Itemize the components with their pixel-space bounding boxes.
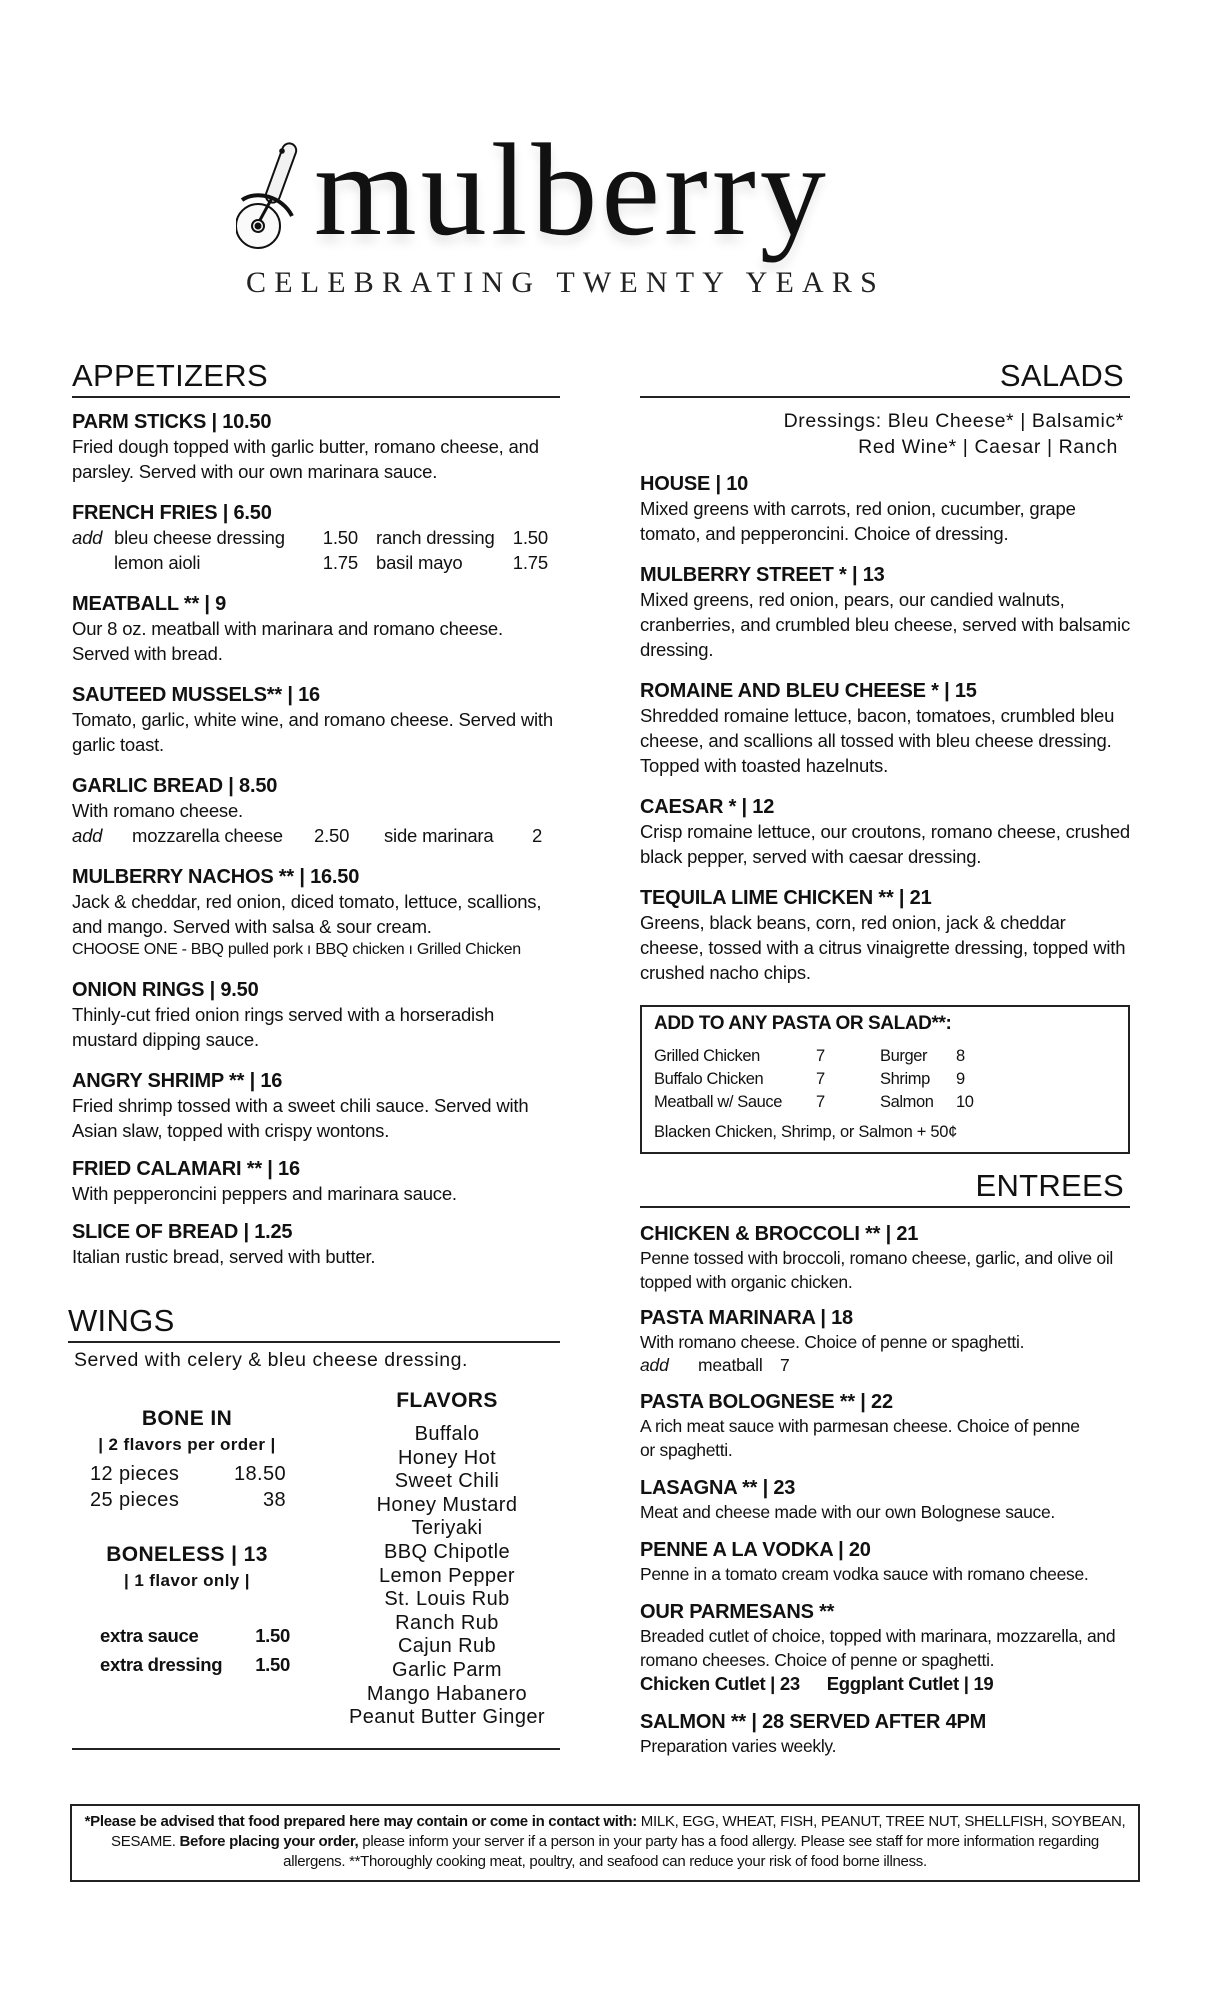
addon-name: mozzarella cheese (132, 825, 283, 846)
addon-name: Burger (880, 1047, 928, 1065)
disclaimer-bold: *Please be advised that food prepared here may contain or come in contact with: (84, 1813, 637, 1830)
wing-price-row (90, 1461, 302, 1487)
addon-name: basil mayo (376, 552, 463, 573)
menu-item (72, 774, 560, 848)
item-title: SLICE OF BREAD | 1.25 (72, 1221, 293, 1243)
item-title: PARM STICKS | 10.50 (72, 411, 272, 433)
menu-item (640, 1538, 1130, 1586)
item-desc: Penne tossed with broccoli, romano cheese, garlic, and olive oil topped with organic chicken. (640, 1248, 1114, 1292)
item-title: ANGRY SHRIMP ** | 16 (72, 1070, 283, 1092)
logo (236, 116, 996, 308)
addons-grid (640, 1354, 1130, 1376)
addon-name: bleu cheese dressing (114, 527, 285, 548)
addon-name: lemon aioli (114, 552, 201, 573)
flavor-item: Sweet Chili (394, 1470, 500, 1493)
menu-item (640, 1476, 1130, 1524)
item-desc: Our 8 oz. meatball with marinara and romano cheese. Served with bread. (72, 618, 503, 664)
item-title: HOUSE | 10 (640, 473, 749, 495)
item-title: ROMAINE AND BLEU CHEESE * | 15 (640, 680, 977, 702)
add-box-note: Blacken Chicken, Shrimp, or Salmon + 50¢ (654, 1123, 958, 1141)
item-title: FRENCH FRIES | 6.50 (72, 502, 272, 524)
disclaimer-text: please inform your server if a person in your party has a food allergy. Please see staff for more information regarding allergens. **Thoroughly cooking meat, poultry, and seafood can reduce your risk of food borne illness. (283, 1833, 1099, 1870)
addon-price: 2 (532, 825, 543, 846)
item-desc: Shredded romaine lettuce, bacon, tomatoes, crumbled bleu cheese, and scallions all tossed with bleu cheese dressing. Topped with toasted hazelnuts. (640, 705, 1115, 776)
extra-price: 1.50 (255, 1654, 290, 1675)
addon-price: 1.50 (512, 527, 548, 548)
item-title: SAUTEED MUSSELS** | 16 (72, 684, 320, 706)
menu-item (72, 410, 560, 484)
divider (72, 1748, 560, 1750)
flavor-item: St. Louis Rub (384, 1588, 510, 1611)
item-desc: Preparation varies weekly. (640, 1736, 837, 1756)
addon-price: 7 (816, 1047, 825, 1065)
addon-price: 7 (816, 1093, 825, 1111)
addon-price: 2.50 (314, 825, 350, 846)
item-desc: Mixed greens with carrots, red onion, cucumber, grape tomato, and pepperoncini. Choice of dressing. (640, 498, 1076, 544)
item-title: CHICKEN & BROCCOLI ** | 21 (640, 1223, 919, 1245)
flavors-title: FLAVORS (396, 1389, 498, 1412)
item-desc: Mixed greens, red onion, pears, our candied walnuts, cranberries, and crumbled bleu cheese, served with balsamic dressing. (640, 589, 1131, 660)
item-title: LASAGNA ** | 23 (640, 1477, 796, 1499)
item-desc: Crisp romaine lettuce, our croutons, romano cheese, crushed black pepper, served with caesar dressing. (640, 821, 1131, 867)
addon-price: 7 (816, 1070, 825, 1088)
dressings-line: Dressings: Bleu Cheese* | Balsamic* (783, 410, 1124, 432)
flavor-item: Peanut Butter Ginger (349, 1706, 545, 1729)
flavor-item: Garlic Parm (392, 1658, 502, 1681)
add-protein-box (640, 1005, 1130, 1154)
flavor-item: Lemon Pepper (378, 1564, 515, 1587)
add-box-grid (654, 1045, 1116, 1114)
appetizers-heading: APPETIZERS (72, 360, 560, 398)
wings-subtitle: Served with celery & bleu cheese dressing. (74, 1349, 468, 1371)
option-eggplant-cutlet: Eggplant Cutlet | 19 (826, 1673, 994, 1694)
addon-price: 7 (780, 1355, 790, 1375)
extra-row (100, 1650, 302, 1679)
menu-item (640, 1222, 1130, 1294)
addon-name: Meatball w/ Sauce (654, 1093, 783, 1111)
item-desc: Jack & cheddar, red onion, diced tomato, lettuce, scallions, and mango. Served with salsa & sour cream. (72, 891, 542, 937)
addon-label: add (72, 825, 103, 846)
menu-item (72, 865, 560, 961)
dressings-line: Red Wine* | Caesar | Ranch (858, 436, 1118, 458)
bone-in-title: BONE IN (141, 1407, 233, 1430)
flavor-item: Cajun Rub (397, 1635, 497, 1658)
wing-price: 18.50 (233, 1463, 286, 1485)
item-title: FRIED CALAMARI ** | 16 (72, 1158, 300, 1180)
addon-price: 10 (956, 1093, 974, 1111)
wing-price-row (90, 1487, 302, 1513)
item-title: TEQUILA LIME CHICKEN ** | 21 (640, 887, 932, 909)
extra-price: 1.50 (255, 1625, 290, 1646)
menu-item (72, 1069, 560, 1143)
addon-price: 1.75 (322, 552, 358, 573)
wing-extras (72, 1621, 302, 1679)
flavor-item: Mango Habanero (366, 1682, 528, 1705)
parmesan-options (640, 1672, 1130, 1696)
menu-item (640, 679, 1130, 778)
flavor-item: Teriyaki (411, 1517, 483, 1540)
dressings-list (640, 408, 1130, 460)
menu-item (640, 886, 1130, 985)
item-title: PASTA BOLOGNESE ** | 22 (640, 1391, 893, 1413)
wings-flavors (332, 1373, 562, 1730)
menu-item (640, 1390, 1130, 1462)
menu-item (72, 501, 560, 575)
item-desc: Thinly-cut fried onion rings served with a horseradish mustard dipping sauce. (72, 1004, 495, 1050)
wings-heading: WINGS (68, 1305, 560, 1343)
addon-name: ranch dressing (376, 527, 495, 548)
item-desc: Italian rustic bread, served with butter. (72, 1246, 376, 1267)
option-chicken-cutlet: Chicken Cutlet | 23 (640, 1673, 800, 1694)
pizza-cutter-icon (236, 138, 306, 258)
menu-item (72, 978, 560, 1052)
wing-count: 25 pieces (90, 1489, 180, 1511)
extra-name: extra sauce (100, 1625, 199, 1646)
item-desc: Fried dough topped with garlic butter, romano cheese, and parsley. Served with our own marinara sauce. (72, 436, 539, 482)
flavor-item: Honey Mustard (376, 1493, 518, 1516)
item-title: PASTA MARINARA | 18 (640, 1307, 853, 1329)
menu-item (640, 1600, 1130, 1696)
flavor-item: Ranch Rub (395, 1611, 499, 1634)
wings-pricing (72, 1389, 302, 1679)
item-desc: Fried shrimp tossed with a sweet chili sauce. Served with Asian slaw, topped with crispy wontons. (72, 1095, 529, 1141)
add-box-title: ADD TO ANY PASTA OR SALAD**: (654, 1013, 952, 1034)
addon-price: 1.50 (322, 527, 358, 548)
addon-label: add (72, 527, 103, 548)
brand-tagline: CELEBRATING TWENTY YEARS (246, 266, 885, 299)
item-title: GARLIC BREAD | 8.50 (72, 775, 278, 797)
item-title: PENNE A LA VODKA | 20 (640, 1539, 871, 1561)
extra-name: extra dressing (100, 1654, 223, 1675)
menu-item (72, 592, 560, 666)
boneless-sub: | 1 flavor only | (124, 1571, 250, 1590)
right-column (640, 360, 1130, 1758)
item-desc: With romano cheese. (72, 800, 244, 821)
addon-name: meatball (698, 1355, 763, 1375)
boneless-title: BONELESS | 13 (106, 1543, 268, 1566)
item-desc: With pepperoncini peppers and marinara sauce. (72, 1183, 457, 1204)
item-desc: A rich meat sauce with parmesan cheese. Choice of penne or spaghetti. (640, 1416, 1080, 1460)
brand-name: mulberry (314, 116, 830, 263)
addons-grid (72, 823, 560, 848)
addon-name: side marinara (384, 825, 494, 846)
left-column (68, 358, 560, 1748)
item-title: OUR PARMESANS ** (640, 1601, 835, 1623)
item-desc: Meat and cheese made with our own Bolognese sauce. (640, 1502, 1055, 1522)
item-title: MULBERRY NACHOS ** | 16.50 (72, 866, 360, 888)
addon-name: Buffalo Chicken (654, 1070, 764, 1088)
item-desc: With romano cheese. Choice of penne or spaghetti. (640, 1332, 1025, 1352)
addons-grid (72, 525, 560, 575)
menu-item (72, 1157, 560, 1206)
item-desc: Penne in a tomato cream vodka sauce with romano cheese. (640, 1564, 1089, 1584)
item-title: SALMON ** | 28 SERVED AFTER 4PM (640, 1711, 987, 1733)
menu-item (640, 563, 1130, 662)
item-note: CHOOSE ONE - BBQ pulled pork ı BBQ chicken ı Grilled Chicken (72, 941, 521, 958)
wing-count: 12 pieces (90, 1463, 180, 1485)
addon-name: Shrimp (880, 1070, 930, 1088)
menu-item (640, 795, 1130, 869)
flavor-item: Buffalo (414, 1423, 480, 1445)
addon-name: Salmon (880, 1093, 934, 1111)
addon-price: 1.75 (512, 552, 548, 573)
item-desc: Breaded cutlet of choice, topped with marinara, mozzarella, and romano cheeses. Choice of penne or spaghetti. (640, 1626, 1116, 1670)
salads-heading: SALADS (640, 360, 1130, 398)
disclaimer-bold: Before placing your order, (179, 1833, 359, 1850)
wing-price: 38 (262, 1489, 286, 1511)
entrees-heading: ENTREES (640, 1170, 1130, 1208)
addon-name: Grilled Chicken (654, 1047, 760, 1065)
menu-item (640, 1306, 1130, 1376)
item-title: CAESAR * | 12 (640, 796, 775, 818)
flavor-item: Honey Hot (397, 1446, 497, 1469)
item-desc: Greens, black beans, corn, red onion, jack & cheddar cheese, tossed with a citrus vinaigrette dressing, topped with crushed nacho chips. (640, 912, 1126, 983)
extra-row (100, 1621, 302, 1650)
item-title: MEATBALL ** | 9 (72, 593, 227, 615)
wings-body (72, 1373, 560, 1748)
bone-in-sub: | 2 flavors per order | (98, 1435, 276, 1454)
menu-item (72, 683, 560, 757)
menu-item (640, 1710, 1130, 1758)
addon-price: 8 (956, 1047, 965, 1065)
menu-item (72, 1220, 560, 1269)
addon-price: 9 (956, 1070, 965, 1088)
addon-label: add (640, 1355, 669, 1375)
item-title: MULBERRY STREET * | 13 (640, 564, 885, 586)
item-desc: Tomato, garlic, white wine, and romano cheese. Served with garlic toast. (72, 709, 553, 755)
allergen-disclaimer (70, 1804, 1140, 1882)
item-title: ONION RINGS | 9.50 (72, 979, 259, 1001)
menu-item (640, 472, 1130, 546)
flavor-item: BBQ Chipotle (384, 1540, 510, 1563)
disclaimer-text: MILK, EGG, WHEAT, FISH, PEANUT, TREE NUT, SHELLFISH, SOYBEAN, SESAME. (111, 1813, 1126, 1850)
